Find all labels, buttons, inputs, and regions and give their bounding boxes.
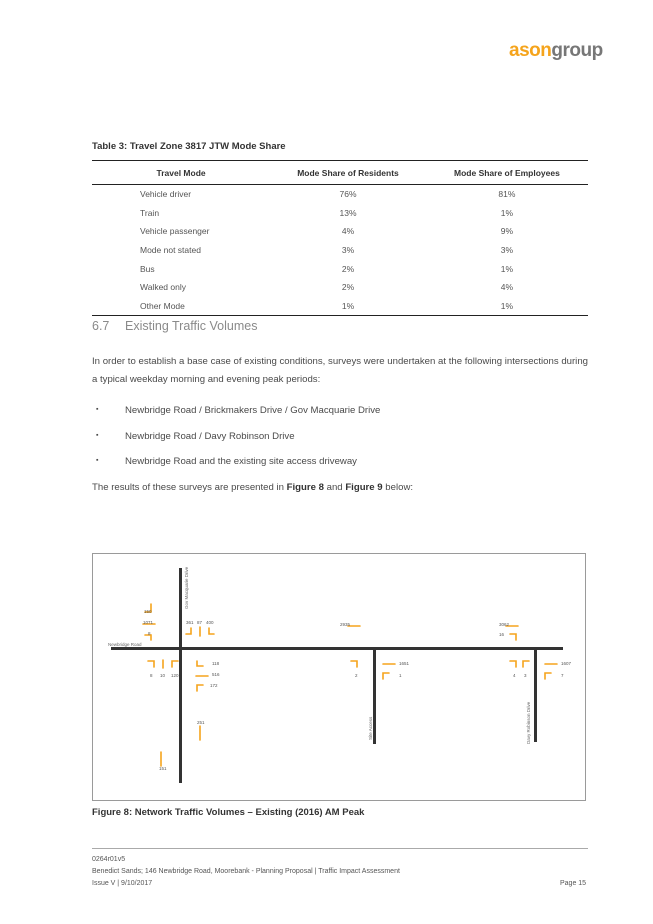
- volume-label: 118: [212, 661, 220, 666]
- table-row: [92, 222, 588, 241]
- bullet-icon: ▪: [96, 457, 99, 464]
- results-text: and: [323, 482, 346, 493]
- table-cell: Vehicle driver: [140, 189, 192, 200]
- arrow-icon: [510, 634, 516, 640]
- table-cell: Vehicle passenger: [140, 226, 210, 237]
- road-label-davy-robinson: Davy Robinson Drive: [526, 701, 531, 744]
- arrow-icon: [351, 661, 357, 667]
- logo-text-ason: ason: [509, 40, 552, 61]
- table-header-row: [92, 161, 588, 185]
- volume-label: 1: [399, 673, 402, 678]
- figure-caption: Figure 8: Network Traffic Volumes – Existing (2016) AM Peak: [92, 807, 365, 818]
- footer-doc-ref: 0264r01v5: [92, 856, 126, 863]
- mode-share-table: [92, 160, 588, 316]
- volume-label: 251: [197, 720, 205, 725]
- volume-label: 3062: [499, 622, 510, 627]
- table-cell: Mode not stated: [140, 245, 201, 256]
- intro-paragraph: In order to establish a base case of existing conditions, surveys were undertaken at the following intersections during a typical weekday morning and evening peak periods:: [92, 356, 588, 385]
- bullet-icon: ▪: [96, 406, 99, 413]
- volume-label: 400: [206, 620, 214, 625]
- arrow-icon: [209, 628, 214, 634]
- volume-label: 2935: [340, 622, 351, 627]
- table-cell: 1%: [426, 297, 588, 316]
- results-sentence: [92, 482, 413, 493]
- results-text: The results of these surveys are presented in: [92, 482, 287, 493]
- volume-label: 87: [197, 620, 203, 625]
- volume-label: 8: [148, 631, 151, 636]
- table-caption: Table 3: Travel Zone 3817 JTW Mode Share: [92, 141, 286, 152]
- column-header: Travel Mode: [92, 161, 270, 185]
- table-row: [92, 204, 588, 223]
- figure-8-reference: Figure 8: [286, 482, 324, 493]
- volume-label: 151: [159, 766, 167, 771]
- table-cell: 3%: [500, 245, 514, 256]
- table-cell: 2%: [341, 282, 355, 293]
- volume-label: 16: [499, 632, 505, 637]
- volume-label: 1607: [561, 661, 572, 666]
- arrow-icon: [148, 661, 154, 667]
- column-header: Mode Share of Employees: [426, 161, 588, 185]
- table-row: [92, 241, 588, 260]
- volume-label: 172: [210, 683, 218, 688]
- list-item-text: Newbridge Road / Davy Robinson Drive: [125, 430, 295, 442]
- volume-label: 120: [171, 673, 179, 678]
- table-cell: 1%: [500, 263, 514, 274]
- table-cell: 3%: [341, 245, 355, 256]
- list-item-text: Newbridge Road / Brickmakers Drive / Gov Macquarie Drive: [125, 405, 381, 416]
- footer-issue: Issue V | 9/10/2017: [92, 880, 153, 887]
- table-cell: Walked only: [140, 282, 186, 293]
- volume-label: 516: [212, 672, 220, 677]
- road-label-gov-macquarie: Gov Macquarie Drive: [184, 566, 189, 609]
- arrow-icon: [523, 661, 529, 667]
- footer-divider: [92, 848, 588, 849]
- table-cell: 81%: [498, 189, 516, 200]
- table-row: [92, 297, 588, 316]
- arrow-icon: [197, 661, 203, 666]
- table-row: [92, 259, 588, 278]
- section-title: Existing Traffic Volumes: [125, 319, 258, 333]
- arrow-icon: [172, 661, 178, 667]
- volume-label: 150: [144, 609, 152, 614]
- table-cell: Train: [140, 207, 160, 218]
- table-cell: 76%: [339, 189, 357, 200]
- turn-arrows: [93, 554, 587, 802]
- arrow-icon: [383, 673, 389, 679]
- table-cell: 4%: [341, 226, 355, 237]
- column-header: Mode Share of Residents: [270, 161, 426, 185]
- arrow-icon: [510, 661, 516, 667]
- page-number: Page 15: [560, 880, 587, 887]
- bullet-icon: ▪: [96, 431, 99, 439]
- volume-label: 10: [160, 673, 166, 678]
- company-logo: [509, 40, 603, 62]
- table-cell: 9%: [500, 226, 514, 237]
- figure-9-reference: Figure 9: [345, 482, 383, 493]
- section-number: 6.7: [92, 319, 110, 333]
- logo-text-group: group: [551, 40, 603, 61]
- road-label-newbridge: Newbridge Road: [108, 642, 142, 647]
- table-cell: 1%: [500, 207, 514, 218]
- table-row: [92, 278, 588, 297]
- volume-label: 1071: [143, 620, 154, 625]
- road-label-site-access: Site Access: [368, 716, 373, 740]
- table-row: [92, 185, 588, 204]
- footer-project: Benedict Sands; 146 Newbridge Road, Moorebank - Planning Proposal | Traffic Impact Assessment: [92, 868, 400, 875]
- arrow-icon: [545, 673, 551, 679]
- arrow-icon: [197, 685, 203, 691]
- table-cell: 13%: [339, 207, 357, 218]
- table-cell: Other Mode: [92, 297, 270, 316]
- volume-label: 4: [513, 673, 516, 678]
- volume-label: 8: [150, 673, 153, 678]
- volume-label: 361: [186, 620, 194, 625]
- table-cell: 2%: [341, 263, 355, 274]
- table-cell: 4%: [500, 282, 514, 293]
- arrow-icon: [186, 628, 191, 634]
- table-cell: 1%: [270, 297, 426, 316]
- section-heading: [92, 319, 257, 333]
- list-item-text: Newbridge Road and the existing site access driveway: [125, 456, 357, 467]
- volume-label: 1651: [399, 661, 410, 666]
- traffic-volume-figure: [92, 553, 586, 801]
- volume-label: 7: [561, 673, 564, 678]
- results-text: below:: [382, 482, 414, 493]
- table-cell: Bus: [140, 263, 155, 274]
- volume-label: 2: [355, 673, 358, 678]
- volume-label: 3: [524, 673, 527, 678]
